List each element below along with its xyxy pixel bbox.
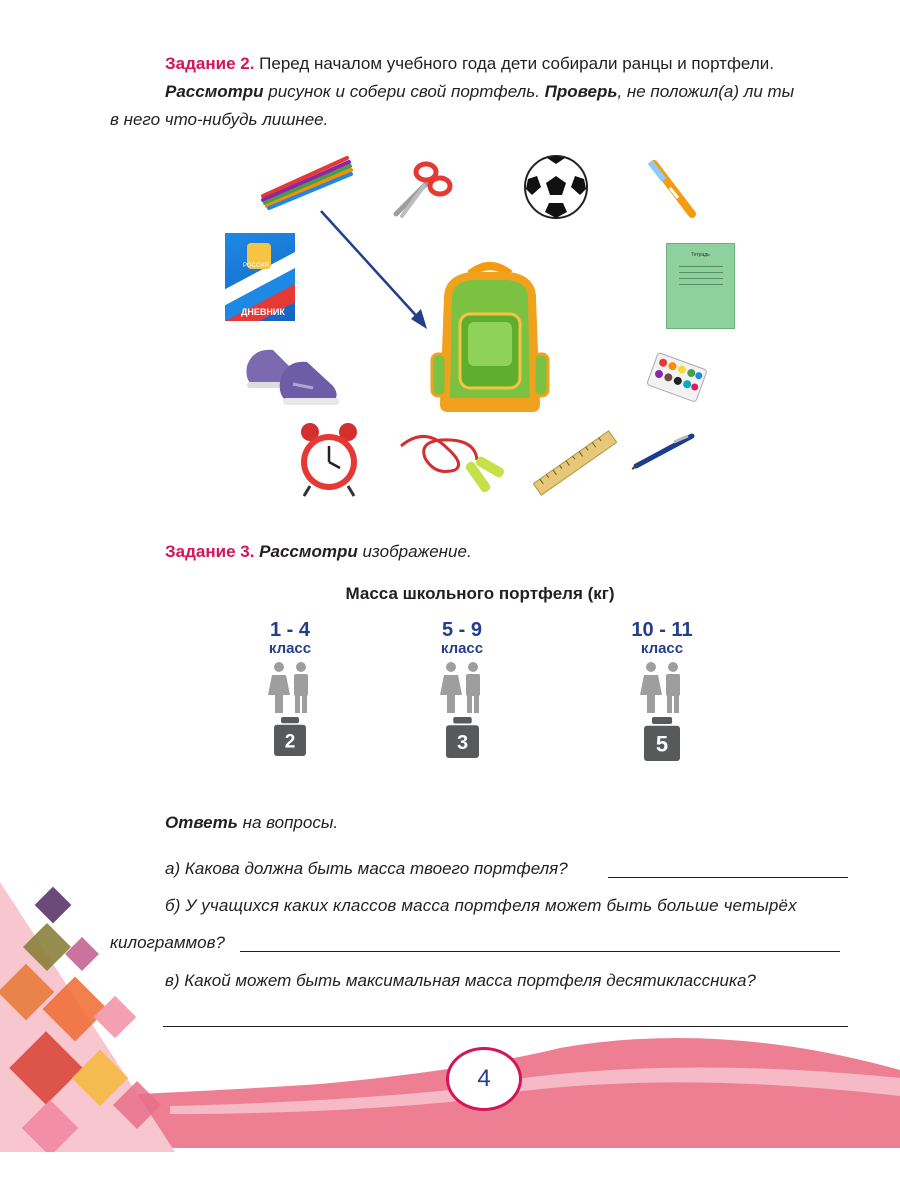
people-icon <box>438 661 486 715</box>
paints-icon <box>645 346 707 408</box>
people-icon <box>638 661 686 715</box>
pen-icon <box>630 428 700 472</box>
notebook-icon <box>666 243 735 329</box>
task2-line1: Задание 2. Перед началом учебного года дети собирали ранцы и портфели. <box>165 54 774 73</box>
task3-line: Задание 3. Рассмотри изображение. <box>165 542 472 561</box>
question-b-line2: килограммов? <box>110 933 225 952</box>
grade-unit-label: класс <box>640 640 684 657</box>
notebook-label: Тетрадь <box>691 252 710 258</box>
people-icon <box>266 661 314 715</box>
grade-unit-label: класс <box>268 640 312 657</box>
weight-icon <box>644 717 680 761</box>
page-number: 4 <box>446 1047 522 1111</box>
weight-icon <box>446 717 479 758</box>
diary-icon <box>225 233 295 321</box>
task2-label: Задание 2. <box>165 54 255 73</box>
question-b-line1: б) У учащихся каких классов масса портфеля может быть больше четырёх <box>165 896 797 915</box>
task2-line3: в него что-нибудь лишнее. <box>110 110 329 129</box>
toothbrush-icon <box>642 156 702 222</box>
grade-unit-label: класс <box>440 640 484 657</box>
questions-intro: Ответь на вопросы. <box>165 813 339 832</box>
sneakers-icon <box>243 338 343 410</box>
soccer-ball-icon <box>523 154 589 220</box>
diary-flag-text: РОССИЯ <box>243 263 269 269</box>
backpack-icon <box>428 258 552 418</box>
alarm-clock-icon <box>296 420 362 500</box>
grade-range-label: 1 - 4 <box>269 619 311 641</box>
pencils-icon <box>255 150 355 210</box>
corner-diamond-decoration <box>0 882 175 1152</box>
grade-range-label: 10 - 11 <box>631 619 693 641</box>
weight-icon <box>274 717 306 756</box>
question-a: а) Какова должна быть масса твоего портфеля? <box>165 859 568 878</box>
grade-column <box>392 619 532 758</box>
ruler-icon <box>533 430 617 496</box>
weight-value: 3 <box>456 731 468 754</box>
grade-column <box>220 619 360 756</box>
chart-title: Масса школьного портфеля (кг) <box>345 584 615 603</box>
question-c: в) Какой может быть максимальная масса портфеля десятиклассника? <box>165 971 756 990</box>
grade-range-label: 5 - 9 <box>441 619 483 641</box>
arrow-icon <box>315 205 435 335</box>
diary-label: ДНЕВНИК <box>241 307 285 317</box>
task3-label: Задание 3. <box>165 542 255 561</box>
weight-value: 2 <box>284 731 296 753</box>
weight-value: 5 <box>655 731 669 757</box>
grade-column <box>592 619 732 761</box>
task2-line2: Рассмотри рисунок и собери свой портфель. Проверь, не положил(а) ли ты <box>165 82 795 101</box>
jump-rope-icon <box>395 430 505 502</box>
